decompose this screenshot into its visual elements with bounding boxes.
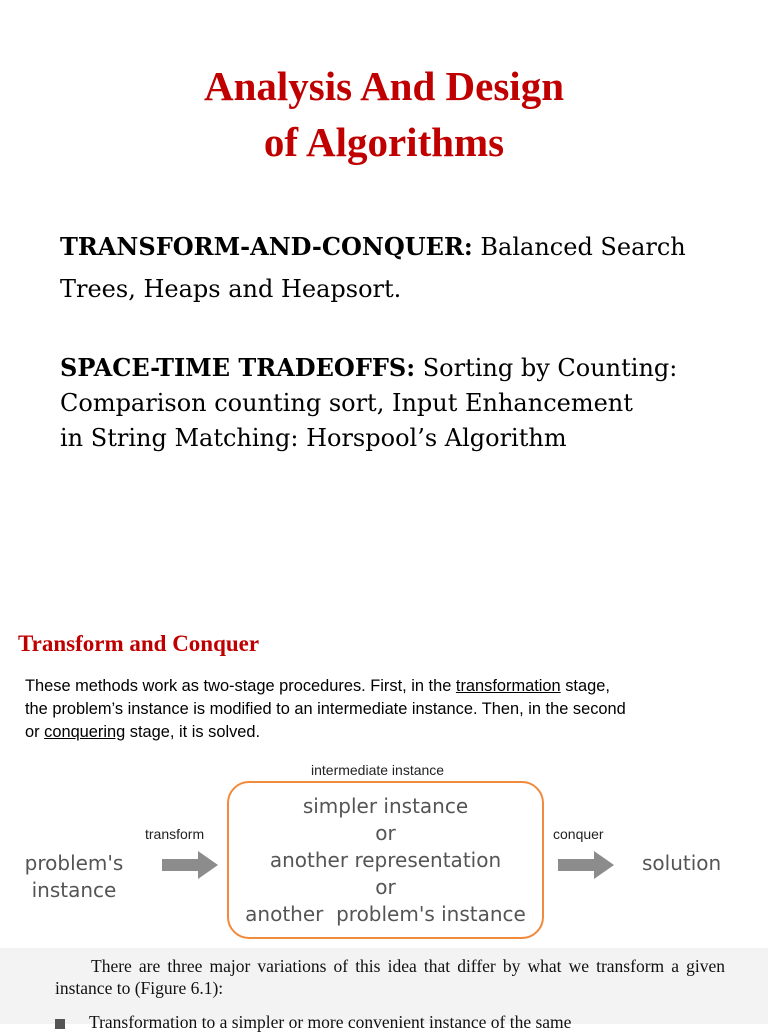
box-line: another problem's instance xyxy=(245,902,526,926)
problem-instance-label xyxy=(14,850,134,904)
conquer-arrow-icon xyxy=(558,850,616,880)
transform-label: transform xyxy=(145,826,205,842)
box-line: or xyxy=(375,821,396,845)
intro-underlined-term: transformation xyxy=(455,677,561,695)
topic-transform-and-conquer xyxy=(60,226,720,310)
title-line-2: of Algorithms xyxy=(263,119,505,165)
bullet-text: Transformation to a simpler or more convenient instance of the same xyxy=(89,1012,572,1032)
intro-text: stage, xyxy=(560,677,610,695)
conquer-label: conquer xyxy=(553,826,604,842)
topic-text: Balanced Search xyxy=(472,233,686,261)
topic-text: Sorting by Counting: xyxy=(415,354,678,382)
problem-line-2: instance xyxy=(31,878,117,902)
topic-heading: SPACE-TIME TRADEOFFS: xyxy=(60,353,416,382)
solution-label: solution xyxy=(642,851,722,875)
title-line-1: Analysis And Design xyxy=(203,63,564,109)
intermediate-instance-label: intermediate instance xyxy=(311,762,445,778)
intro-text: the problem’s instance is modified to an intermediate instance. Then, in the second xyxy=(25,700,626,718)
page-title xyxy=(0,58,768,170)
transform-arrow-icon xyxy=(162,850,220,880)
box-line: or xyxy=(375,875,396,899)
box-line: simpler instance xyxy=(302,794,469,818)
intro-text: or xyxy=(25,723,45,741)
topic-text: Trees, Heaps and Heapsort. xyxy=(60,275,402,303)
problem-line-1: problem's xyxy=(24,851,124,875)
box-line: another representation xyxy=(269,848,502,872)
intermediate-instance-options xyxy=(227,793,544,928)
topic-text: Comparison counting sort, Input Enhancement xyxy=(60,389,633,417)
intro-text: stage, it is solved. xyxy=(125,723,261,741)
intro-paragraph xyxy=(25,675,745,744)
book-excerpt-paragraph: There are three major variations of this idea that differ by what we transform a given instance to (Figure 6.1): xyxy=(55,956,725,998)
topic-heading: TRANSFORM-AND-CONQUER: xyxy=(60,232,473,261)
book-excerpt-bullet xyxy=(55,1012,755,1033)
topic-text: in String Matching: Horspool’s Algorithm xyxy=(60,424,567,452)
topic-space-time-tradeoffs xyxy=(60,350,720,456)
intro-text: These methods work as two-stage procedures. First, in the xyxy=(25,677,456,695)
section-heading: Transform and Conquer xyxy=(18,631,260,656)
intro-underlined-term: conquering xyxy=(44,723,126,741)
